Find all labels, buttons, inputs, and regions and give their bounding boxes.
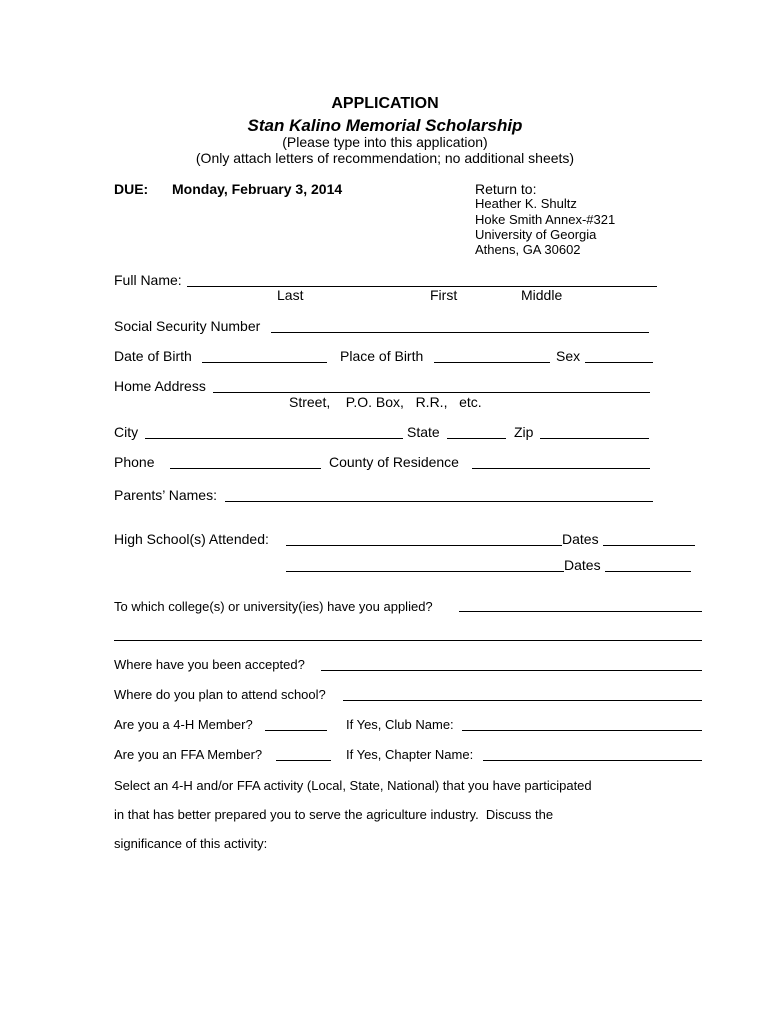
dob-input[interactable] xyxy=(202,349,327,363)
sex-input[interactable] xyxy=(585,349,653,363)
state-input[interactable] xyxy=(447,425,506,439)
applied-input-2[interactable] xyxy=(114,627,702,641)
due-date: Monday, February 3, 2014 xyxy=(172,181,343,197)
dob-label: Date of Birth xyxy=(114,348,192,364)
ssn-label: Social Security Number xyxy=(114,318,261,334)
dates-input-1[interactable] xyxy=(603,532,695,546)
return-to-label: Return to: xyxy=(475,181,537,197)
high-school-input-1[interactable] xyxy=(286,532,562,546)
ffa-question: Are you an FFA Member? xyxy=(114,747,263,762)
activity-prompt-line-1: Select an 4-H and/or FFA activity (Local, State, National) that you have participated xyxy=(114,778,592,793)
accepted-question: Where have you been accepted? xyxy=(114,657,305,672)
city-input[interactable] xyxy=(145,425,403,439)
return-line-1: Heather K. Shultz xyxy=(475,196,577,211)
pob-label: Place of Birth xyxy=(340,348,424,364)
fourh-input[interactable] xyxy=(265,717,327,731)
county-input[interactable] xyxy=(472,455,650,469)
applied-input-1[interactable] xyxy=(459,598,702,612)
full-name-input[interactable] xyxy=(187,273,657,287)
high-school-input-2[interactable] xyxy=(286,558,564,572)
page-title: APPLICATION xyxy=(331,95,439,112)
phone-input[interactable] xyxy=(170,455,321,469)
address-hint: Street, P.O. Box, R.R., etc. xyxy=(289,394,482,410)
return-line-3: University of Georgia xyxy=(475,227,597,242)
applied-question: To which college(s) or university(ies) have you applied? xyxy=(114,599,433,614)
parents-input[interactable] xyxy=(225,488,653,502)
dates-label-1: Dates xyxy=(562,531,599,547)
dates-label-2: Dates xyxy=(564,557,601,573)
attend-input[interactable] xyxy=(343,687,702,701)
zip-input[interactable] xyxy=(540,425,649,439)
sex-label: Sex xyxy=(556,348,581,364)
full-name-label: Full Name: xyxy=(114,272,182,288)
high-school-label: High School(s) Attended: xyxy=(114,531,269,547)
state-label: State xyxy=(407,424,440,440)
pob-input[interactable] xyxy=(434,349,550,363)
name-first-caption: First xyxy=(430,287,458,303)
city-label: City xyxy=(114,424,139,440)
zip-label: Zip xyxy=(514,424,534,440)
name-last-caption: Last xyxy=(277,287,304,303)
return-line-4: Athens, GA 30602 xyxy=(475,242,581,257)
instruction-note-2: (Only attach letters of recommendation; no additional sheets) xyxy=(195,150,575,166)
chapter-name-label: If Yes, Chapter Name: xyxy=(346,747,474,762)
dates-input-2[interactable] xyxy=(605,558,691,572)
scholarship-name: Stan Kalino Memorial Scholarship xyxy=(247,116,523,135)
club-name-label: If Yes, Club Name: xyxy=(346,717,454,732)
attend-question: Where do you plan to attend school? xyxy=(114,687,326,702)
activity-prompt-line-2: in that has better prepared you to serve the agriculture industry. Discuss the xyxy=(114,807,554,822)
home-address-label: Home Address xyxy=(114,378,206,394)
county-label: County of Residence xyxy=(329,454,459,470)
phone-label: Phone xyxy=(114,454,155,470)
activity-prompt-line-3: significance of this activity: xyxy=(114,836,268,851)
home-address-input[interactable] xyxy=(213,379,650,393)
instruction-note-1: (Please type into this application) xyxy=(282,134,488,150)
fourh-question: Are you a 4-H Member? xyxy=(114,717,253,732)
accepted-input[interactable] xyxy=(321,657,702,671)
name-middle-caption: Middle xyxy=(521,287,563,303)
ffa-input[interactable] xyxy=(276,747,331,761)
return-line-2: Hoke Smith Annex-#321 xyxy=(475,212,616,227)
club-name-input[interactable] xyxy=(462,717,702,731)
due-label: DUE: xyxy=(114,181,149,197)
chapter-name-input[interactable] xyxy=(483,747,702,761)
parents-label: Parents’ Names: xyxy=(114,487,217,503)
ssn-input[interactable] xyxy=(271,319,649,333)
